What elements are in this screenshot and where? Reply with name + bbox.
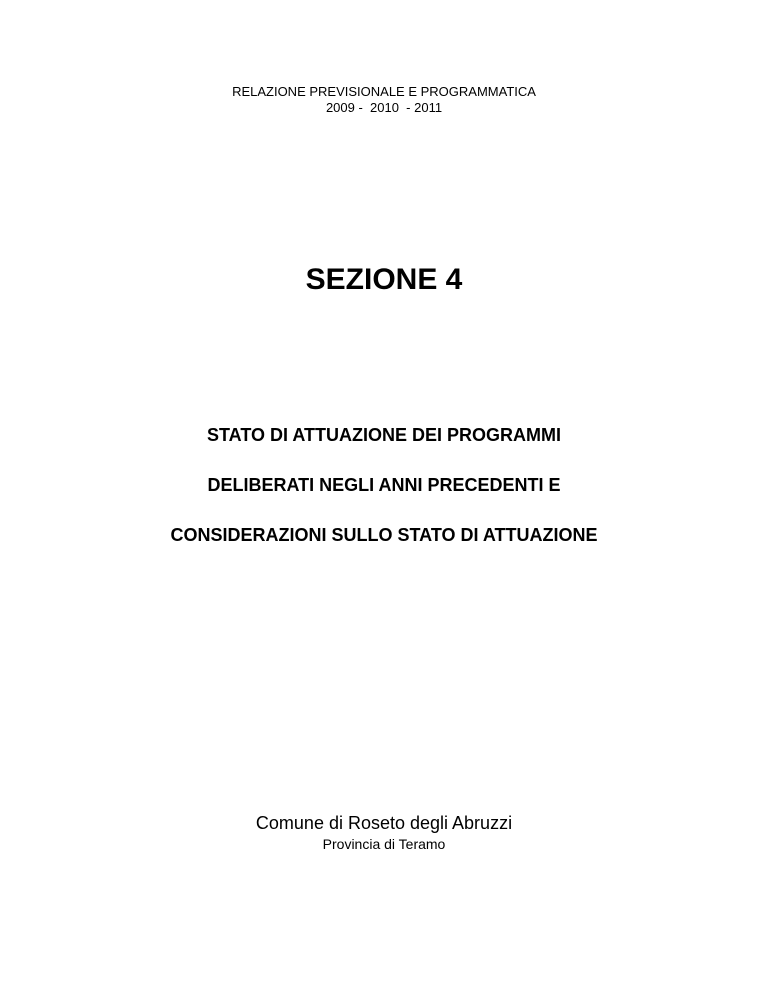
province-name: Provincia di Teramo (322, 836, 446, 852)
report-title: RELAZIONE PREVISIONALE E PROGRAMMATICA (232, 84, 536, 99)
subtitle-line-2: DELIBERATI NEGLI ANNI PRECEDENTI E (207, 475, 561, 495)
subtitle-line-3: CONSIDERAZIONI SULLO STATO DI ATTUAZIONE (170, 525, 598, 545)
subtitle-line-1: STATO DI ATTUAZIONE DEI PROGRAMMI (207, 425, 561, 445)
section-title: SEZIONE 4 (305, 263, 463, 296)
report-years: 2009 - 2010 - 2011 (325, 100, 443, 115)
municipality-name: Comune di Roseto degli Abruzzi (255, 813, 513, 833)
